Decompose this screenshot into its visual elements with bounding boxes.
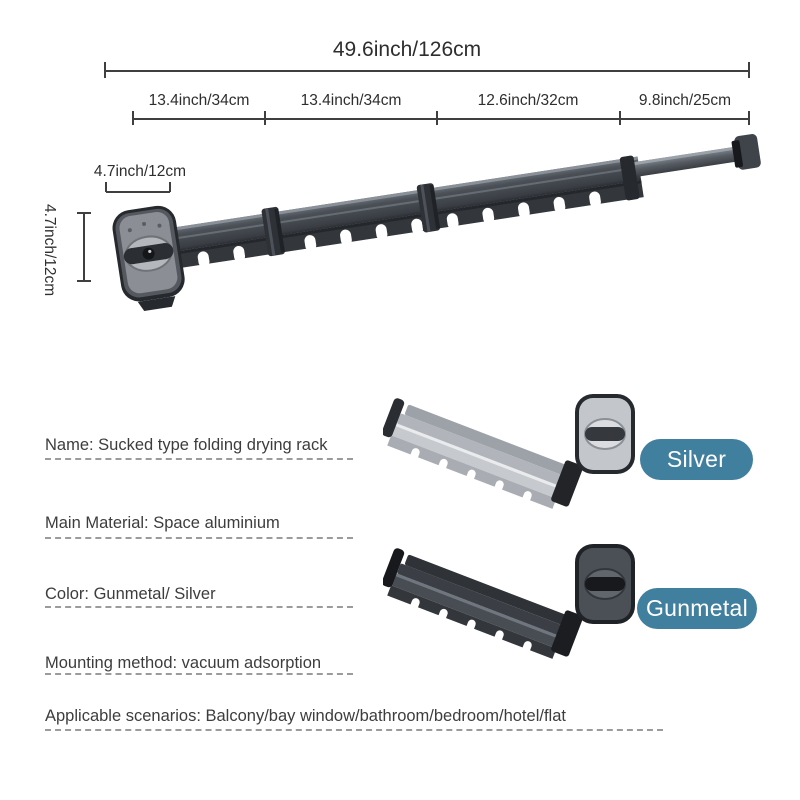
variant-image-gunmetal xyxy=(383,536,648,671)
badge-gunmetal xyxy=(637,588,757,629)
spec-divider-3 xyxy=(45,606,353,608)
badge-gunmetal-label: Gunmetal xyxy=(645,595,749,621)
pole-end-cap xyxy=(731,133,762,171)
segment-tick-3 xyxy=(436,111,438,125)
badge-silver-label: Silver xyxy=(666,446,727,472)
spec-divider-2 xyxy=(45,537,353,539)
total-line-tick-left xyxy=(104,62,106,78)
variant-suction-mount xyxy=(575,544,635,624)
mount-height-label: 4.7inch/12cm xyxy=(41,203,58,297)
spec-divider-5 xyxy=(45,729,663,731)
spec-mounting: Mounting method: vacuum adsorption xyxy=(45,654,322,672)
variant-image-silver xyxy=(383,386,648,521)
segment-label-3: 12.6inch/32cm xyxy=(477,92,579,109)
suction-mount xyxy=(110,203,189,314)
spec-divider-4 xyxy=(45,673,353,675)
total-length-label: 49.6inch/126cm xyxy=(332,38,482,61)
total-line-tick-right xyxy=(748,62,750,78)
segment-label-1: 13.4inch/34cm xyxy=(148,92,250,109)
segment-label-4: 9.8inch/25cm xyxy=(638,92,732,109)
segment-tick-5 xyxy=(748,111,750,125)
total-length-line xyxy=(105,70,750,72)
spec-color: Color: Gunmetal/ Silver xyxy=(45,585,216,603)
spec-divider-1 xyxy=(45,458,353,460)
segment-tick-2 xyxy=(264,111,266,125)
segment-label-2: 13.4inch/34cm xyxy=(300,92,402,109)
mount-width-label: 4.7inch/12cm xyxy=(93,163,187,180)
variant-suction-mount xyxy=(575,394,635,474)
spec-name: Name: Sucked type folding drying rack xyxy=(45,436,328,454)
telescopic-pole xyxy=(619,139,744,201)
badge-silver xyxy=(640,439,753,480)
segment-dimension-line xyxy=(133,118,749,120)
main-product-image xyxy=(0,125,800,355)
spec-material: Main Material: Space aluminium xyxy=(45,514,280,532)
spec-scenarios: Applicable scenarios: Balcony/bay window/bathroom/bedroom/hotel/flat xyxy=(45,707,566,725)
segment-tick-1 xyxy=(132,111,134,125)
segment-tick-4 xyxy=(619,111,621,125)
